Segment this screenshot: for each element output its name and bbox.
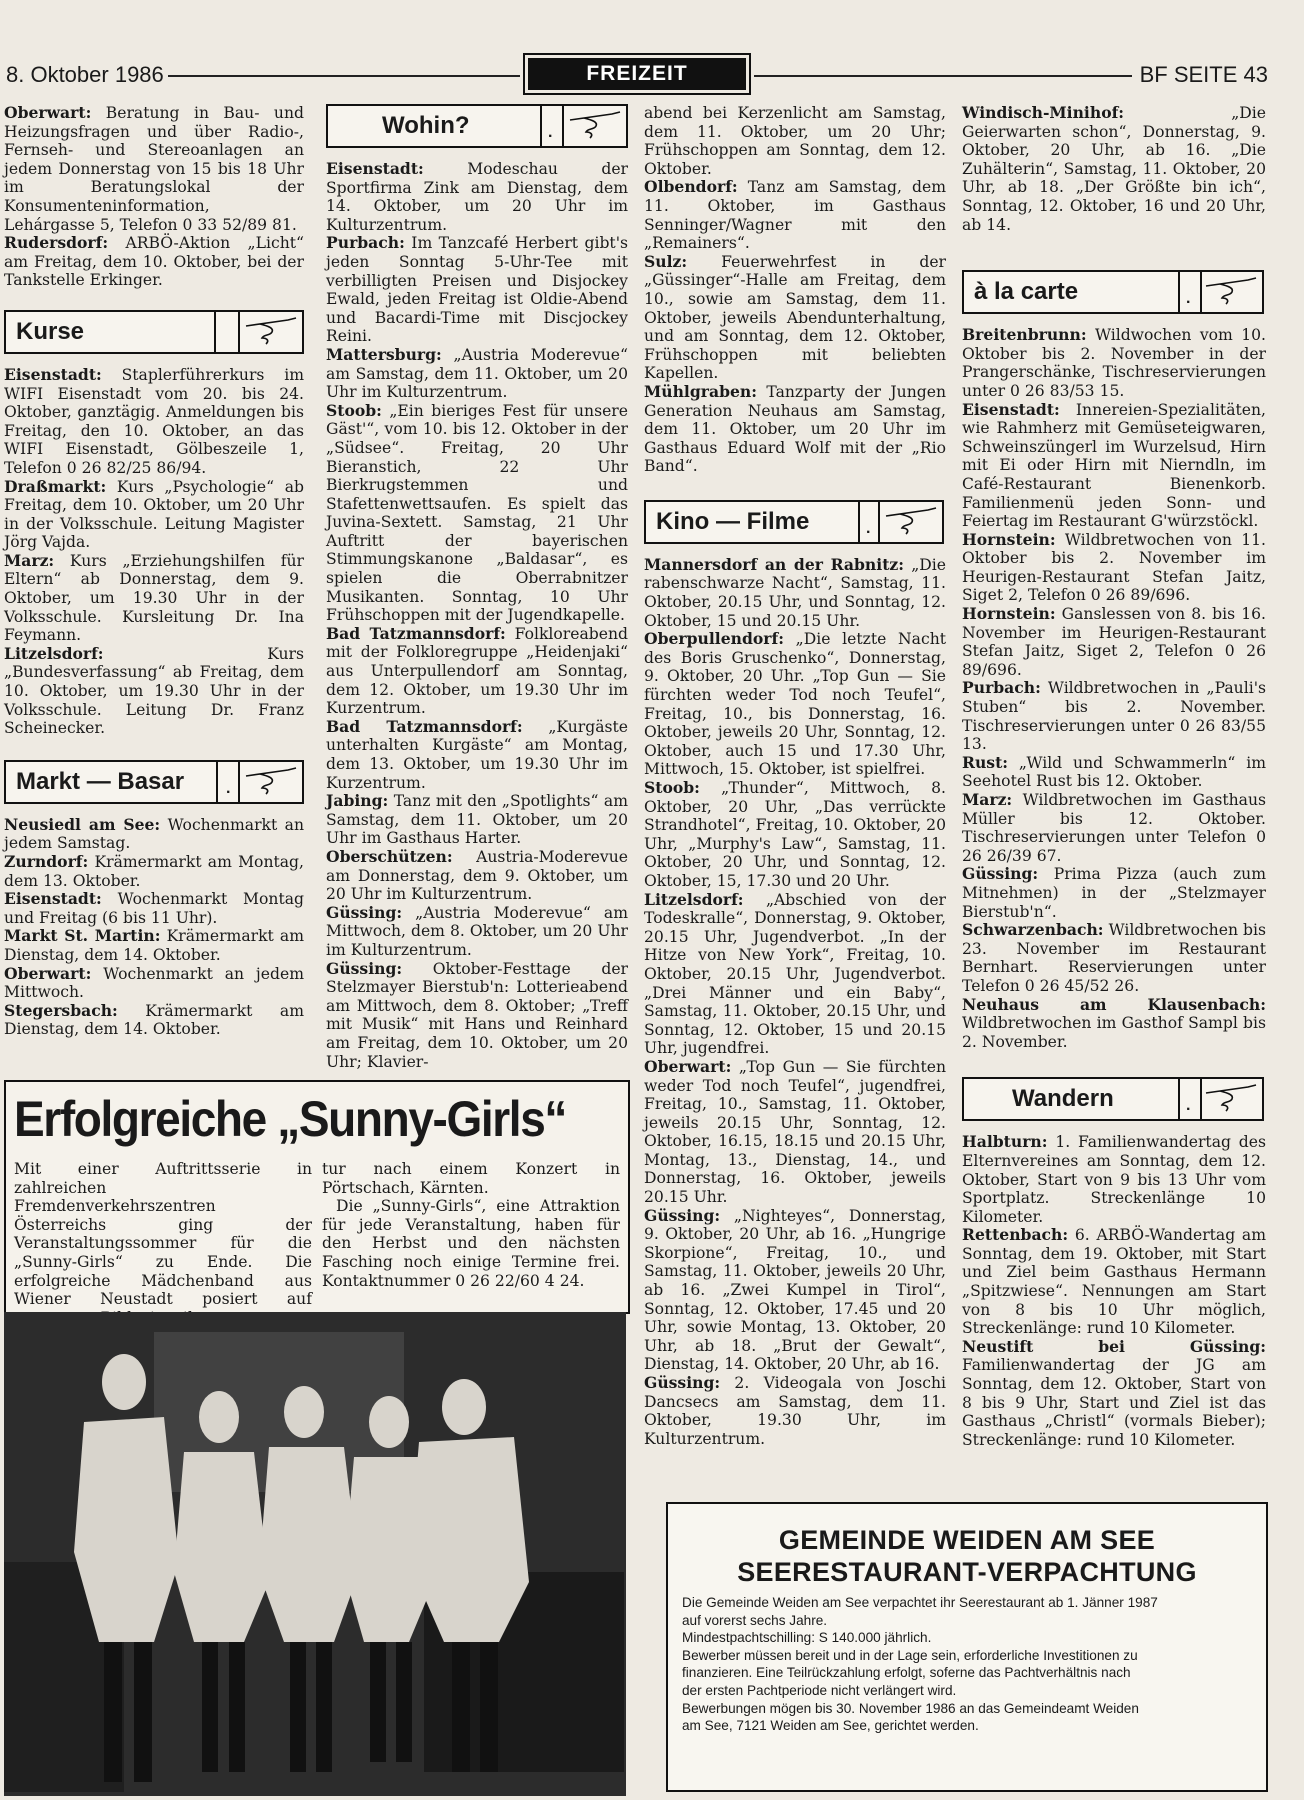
- pointing-hand-icon: [1204, 274, 1258, 308]
- article-headline: Erfolgreiche „Sunny-Girls“: [14, 1091, 567, 1147]
- item-text: „Wild und Schwammerln“ im Seehotel Rust bis 12. Oktober.: [962, 753, 1266, 791]
- list-item: [4, 816, 304, 853]
- wandern-heading-box: [962, 1077, 1264, 1121]
- place-name: Mattersburg:: [326, 344, 442, 364]
- header-rule-left: [168, 75, 520, 77]
- item-text: Wildwochen vom 10. Oktober bis 2. November in der Prangerschänke, Tischreservierungen unter 0 26 83/53 15.: [962, 326, 1266, 400]
- wandern-heading: Wandern: [1012, 1085, 1114, 1113]
- list-item: [644, 253, 946, 383]
- figure-leg: [396, 1642, 412, 1762]
- figure-leg: [202, 1642, 218, 1772]
- place-name: Sulz:: [644, 251, 688, 271]
- page-header: [0, 54, 1304, 100]
- item-text: Beratung in Bau- und Heizungsfragen und über Radio-, Fernseh- und Stereoanlagen an jedem Donnerstag von 15 bis 18 Uhr im Beratungslokal der Konsumenteninformation, Lehárgasse 5, Telefon 0 33 52/89 81.: [4, 104, 304, 234]
- list-item: [4, 1002, 304, 1039]
- heading-dot: .: [1186, 290, 1191, 308]
- item-text: „Die rabenschwarze Nacht“, Samstag, 11. Oktober, 20.15 Uhr, und Sonntag, 12. Oktober, 15 und 20.15 Uhr.: [644, 555, 946, 630]
- wohin-heading: Wohin?: [382, 112, 470, 139]
- ad-title-line: GEMEINDE WEIDEN AM SEE: [778, 1525, 1156, 1555]
- item-text: Wildbretwochen von 11. Oktober bis 2. November im Heurigen-Restaurant Stefan Jaitz, Siget 2, Telefon 0 26 89/696.: [962, 530, 1266, 605]
- list-item: [326, 402, 628, 625]
- kurse-heading: Kurse: [16, 317, 85, 345]
- figure-head: [369, 1396, 409, 1448]
- heading-divider: [858, 502, 860, 542]
- kino-heading: Kino — Filme: [656, 507, 810, 535]
- item-text: Tanz mit den „Spotlights“ am Samstag, dem 11. Oktober, um 20 Uhr im Gasthaus Harter.: [326, 792, 628, 848]
- pointing-hand-icon: [244, 314, 298, 348]
- list-item: [962, 401, 1266, 531]
- place-name: Güssing:: [326, 902, 403, 922]
- figure-head: [102, 1354, 146, 1410]
- heading-divider: [238, 762, 240, 802]
- band-photo: [4, 1312, 626, 1796]
- list-item: [962, 104, 1266, 234]
- place-name: Rust:: [962, 752, 1009, 772]
- ad-title-line: SEERESTAURANT-VERPACHTUNG: [737, 1557, 1197, 1587]
- heading-divider: [878, 502, 880, 542]
- item-text: Wildbretwochen in „Pauli's Stuben“ bis 2. November. Tischreservierungen unter 0 26 83/55 13.: [962, 679, 1266, 754]
- place-name: Oberwart:: [4, 103, 92, 122]
- lease-advertisement: [666, 1502, 1268, 1792]
- list-item: [4, 478, 304, 552]
- list-item: [326, 904, 628, 960]
- list-item: [962, 1338, 1266, 1450]
- list-item: [4, 366, 304, 478]
- list-item: [962, 679, 1266, 753]
- ad-line: der ersten Pachtperiode nicht verlängert wird.: [682, 1682, 957, 1698]
- item-text: Innereien-Spezialitäten, wie Rahmherz mit Gemüseteigwaren, Schweinszüngerl im Wurzelsud, Hirn mit Ei oder Hirn mit Nierndln, im Café-Restaurant Bienenkorb. Familienmenü jeden Sonn- und Feiertag im Restaurant G'würzstöckl.: [962, 400, 1266, 531]
- place-name: Hornstein:: [962, 604, 1056, 624]
- place-name: Breitenbrunn:: [962, 325, 1087, 345]
- list-item: [644, 104, 946, 178]
- place-name: Stoob:: [644, 778, 700, 797]
- place-name: Stoob:: [326, 400, 382, 420]
- list-item: [644, 556, 946, 630]
- place-name: Neuhaus am Klausenbach:: [962, 994, 1266, 1014]
- list-item: [326, 346, 628, 402]
- list-item: [644, 1374, 946, 1448]
- item-text: Wildbretwochen bis 23. November im Restaurant Bernhart. Reservierungen unter Telefon 0 26 45/52 26.: [962, 921, 1266, 995]
- list-item: [962, 791, 1266, 865]
- pointing-hand-icon: [568, 108, 622, 142]
- list-item: [644, 891, 946, 1058]
- place-name: Oberpullendorf:: [644, 629, 784, 649]
- events-tail-list: [962, 104, 1266, 234]
- place-name: Eisenstadt:: [4, 364, 102, 384]
- item-text: Feuerwehrfest in der „Güssinger“-Halle am Freitag, dem 10., sowie am Samstag, dem 11. Oktober, jeweils Abendunterhaltung, und am Sonntag, dem 12. Oktober, Frühschoppen mit beliebten Kapellen.: [644, 252, 946, 383]
- figure-leg: [480, 1642, 498, 1772]
- ad-line: Die Gemeinde Weiden am See verpachtet ihr Seerestaurant ab 1. Jänner 1987: [682, 1595, 1158, 1610]
- item-text: Kurs „Erziehungshilfen für Eltern“ ab Donnerstag, dem 9. Oktober, um 19.30 Uhr in der Volksschule. Kursleitung Dr. Ina Feymann.: [4, 551, 304, 645]
- place-name: Olbendorf:: [644, 177, 738, 197]
- place-name: Güssing:: [644, 1373, 721, 1392]
- list-item: [326, 960, 628, 1072]
- pointing-hand-icon: [244, 764, 298, 798]
- list-item: [644, 383, 946, 476]
- place-name: Marz:: [962, 790, 1013, 809]
- pointing-hand-icon: [1204, 1081, 1258, 1115]
- place-name: Eisenstadt:: [962, 399, 1060, 419]
- ad-line: Bewerbungen mögen bis 30. November 1986 an das Gemeindeamt Weiden: [682, 1700, 1139, 1716]
- place-name: Oberwart:: [644, 1056, 732, 1076]
- markt-heading-box: [4, 760, 304, 804]
- list-item: [962, 605, 1266, 679]
- list-item: [962, 1133, 1266, 1226]
- list-item: [4, 890, 304, 927]
- markt-list: [4, 816, 304, 1039]
- heading-divider: [214, 312, 216, 352]
- heading-dot: .: [548, 124, 553, 141]
- list-item: [644, 1058, 946, 1207]
- sunny-girls-article: [4, 1080, 630, 1314]
- place-name: Eisenstadt:: [4, 889, 102, 909]
- item-text: Wildbretwochen im Gasthof Sampl bis 2. November.: [962, 1014, 1266, 1051]
- place-name: Hornstein:: [962, 529, 1056, 549]
- item-text: Wochenmarkt an jedem Mittwoch.: [4, 964, 304, 1002]
- kino-list: [644, 556, 946, 1449]
- item-text: Krämermarkt am Dienstag, dem 14. Oktober.: [4, 1001, 304, 1039]
- column-2: [326, 104, 628, 1071]
- wandern-list: [962, 1133, 1266, 1449]
- heading-divider: [1178, 272, 1180, 312]
- item-text: Familienwandertag der JG am Sonntag, dem 12. Oktober, Start von 8 bis 9 Uhr, Start und Ziel ist das Gasthaus „Christl“ (vormals Bieber); Streckenlänge: rund 10 Kilometer.: [962, 1356, 1266, 1449]
- list-item: [644, 630, 946, 779]
- place-name: Bad Tatzmannsdorf:: [326, 623, 506, 643]
- place-name: Purbach:: [326, 233, 405, 253]
- markt-heading: Markt — Basar: [16, 767, 185, 795]
- figure-body: [74, 1417, 179, 1642]
- list-item: [4, 234, 304, 290]
- item-text: ARBÖ-Aktion „Licht“ am Freitag, dem 10. Oktober, bei der Tankstelle Erkinger.: [4, 234, 304, 290]
- item-text: Wildbretwochen im Gasthaus Müller bis 12. Oktober. Tischreservierungen unter Telefon 0 26 26/39 67.: [962, 791, 1266, 865]
- place-name: Güssing:: [644, 1205, 721, 1225]
- wohin-heading-box: [326, 104, 628, 148]
- item-text: Wochenmarkt an jedem Samstag.: [4, 815, 304, 853]
- place-name: Rettenbach:: [962, 1225, 1069, 1245]
- ad-title: [668, 1524, 1266, 1588]
- item-text: „Abschied von der Todeskralle“, Donnerstag, 9. Oktober, 20.15 Uhr, Jugendverbot. „In der Hitze von New York“, Freitag, 10. Oktober, 20.15 Uhr, Jugendverbot. „Drei Männer und ein Baby“, Samstag, 11. Oktober, 20.15 Uhr, und Sonntag, 12. Oktober, 15 und 20.15 Uhr, jugendfrei.: [644, 890, 946, 1058]
- header-rule-right: [754, 75, 1132, 77]
- item-text: Ganslessen von 8. bis 16. November im Heurigen-Restaurant Stefan Jaitz, Siget 2, Telefon 0 26 89/696.: [962, 605, 1266, 679]
- intro-list: [4, 104, 304, 290]
- kurse-heading-box: [4, 310, 304, 354]
- item-text: „Ein bieriges Fest für unsere Gäst'“, vom 10. bis 12. Oktober in der „Südsee“. Freitag, 20 Uhr Bieranstich, 22 Uhr Bierkrugstemmen und Stafettenwettsaufen. Es spielt das Juvina-Sextett. Samstag, 21 Uhr Auftritt der bayerischen Stimmungskanone „Baldasar“, es spielen die Oberrabnitzer Musikanten. Sonntag, 10 Uhr Frühschoppen mit der Jugendkapelle.: [326, 401, 628, 625]
- list-item: [326, 625, 628, 718]
- item-text: Austria-Moderevue am Donnerstag, dem 9. Oktober, um 20 Uhr im Kulturzentrum.: [326, 847, 628, 904]
- figure-body: [259, 1447, 359, 1642]
- place-name: Mühlgraben:: [644, 381, 758, 401]
- figure-leg: [104, 1642, 122, 1782]
- heading-divider: [216, 762, 218, 802]
- item-text: „Nighteyes“, Donnerstag, 9. Oktober, 20 Uhr, ab 16. „Hungrige Skorpione“, Freitag, 10., und Samstag, 11. Oktober, jeweils 20 Uhr, ab 16. „Zwei Kumpel in Tirol“, Sonntag, 12. Oktober, 17.45 und 20 Uhr, sowie Montag, 13. Oktober, 20 Uhr, ab 18. „Brut der Gewalt“, Dienstag, 14. Oktober, 20 Uhr, ab 16.: [644, 1206, 946, 1374]
- item-text: „Austria Moderevue“ am Samstag, dem 11. Oktober, um 20 Uhr im Kulturzentrum.: [326, 345, 628, 402]
- issue-date: 8. Oktober 1986: [6, 62, 164, 87]
- ad-line: auf vorerst sechs Jahre.: [682, 1612, 828, 1628]
- list-item: [644, 1207, 946, 1374]
- ad-line: Bewerber müssen bereit und in der Lage sein, erforderliche Investitionen zu: [682, 1647, 1138, 1663]
- place-name: Jabing:: [326, 791, 389, 811]
- heading-divider: [562, 106, 564, 146]
- item-text: „Austria Moderevue“ am Mittwoch, dem 8. Oktober, um 20 Uhr im Kulturzentrum.: [326, 903, 628, 959]
- kino-heading-box: [644, 500, 944, 544]
- list-item: [4, 552, 304, 645]
- place-name: Güssing:: [326, 958, 403, 978]
- heading-dot: .: [226, 779, 231, 797]
- figure-leg: [370, 1642, 386, 1762]
- page-number: BF SEITE 43: [1139, 62, 1268, 87]
- place-name: Rudersdorf:: [4, 233, 109, 253]
- heading-divider: [1200, 272, 1202, 312]
- item-text: Krämermarkt am Montag, dem 13. Oktober.: [4, 853, 304, 890]
- column-1: [4, 104, 304, 1039]
- list-item: [962, 996, 1266, 1052]
- list-item: [326, 160, 628, 234]
- pointing-hand-icon: [884, 504, 938, 538]
- carte-heading-box: [962, 270, 1264, 314]
- place-name: Oberschützen:: [326, 846, 453, 866]
- place-name: Markt St. Martin:: [4, 926, 161, 946]
- place-name: Güssing:: [962, 864, 1039, 884]
- heading-divider: [540, 106, 542, 146]
- place-name: Litzelsdorf:: [4, 643, 104, 663]
- carte-heading: à la carte: [974, 278, 1079, 306]
- column-3: [644, 104, 946, 1448]
- item-text: „Kurgäste unterhalten Kurgäste“ am Montag, dem 13. Oktober, um 19.30 Uhr im Kurzentrum.: [326, 717, 628, 792]
- list-item: [644, 779, 946, 891]
- heading-divider: [1200, 1079, 1202, 1119]
- list-item: [962, 1226, 1266, 1338]
- item-text: Tanz am Samstag, dem 11. Oktober, im Gasthaus Senninger/Wagner mit den „Remainers“.: [644, 178, 946, 253]
- place-name: Zurndorf:: [4, 852, 89, 871]
- figure-leg: [229, 1642, 245, 1772]
- item-text: 6. ARBÖ-Wandertag am Sonntag, dem 19. Oktober, mit Start und Ziel beim Gasthaus Hermann „Spitzwiese“. Nennungen am Start von 8 bis 10 Uhr möglich, Streckenlänge: rund 10 Kilometer.: [962, 1226, 1266, 1338]
- figure-leg: [452, 1642, 470, 1772]
- figure-body: [174, 1452, 269, 1642]
- list-item: [4, 104, 304, 234]
- article-text-right: [322, 1160, 620, 1290]
- place-name: Schwarzenbach:: [962, 920, 1104, 940]
- figure-leg: [316, 1642, 332, 1772]
- place-name: Marz:: [4, 550, 55, 570]
- place-name: Oberwart:: [4, 963, 92, 983]
- article-paragraph: Die „Sunny-Girls“, eine Attraktion für jede Veranstaltung, haben für den Herbst und den nächsten Fasching noch einige Termine frei. Kontaktnummer 0 26 22/60 4 24.: [322, 1197, 620, 1290]
- heading-divider: [238, 312, 240, 352]
- list-item: [4, 927, 304, 964]
- ad-line: finanzieren. Eine Teilrückzahlung erfolgt, soferne das Pachtverhältnis nach: [682, 1665, 1131, 1681]
- place-name: Stegersbach:: [4, 1000, 118, 1020]
- section-badge: FREIZEIT: [528, 58, 746, 90]
- item-text: „Thunder“, Mittwoch, 8. Oktober, 20 Uhr, „Das verrückte Strandhotel“, Freitag, 10. Oktober, 20 Uhr, „Murphy's Law“, Samstag, 11. Oktober, 20 Uhr, und Sonntag, 12. Oktober, 15, 17.30 und 20 Uhr.: [644, 779, 946, 890]
- figure-head: [199, 1391, 239, 1443]
- list-item: [962, 921, 1266, 995]
- heading-dot: .: [1186, 1097, 1191, 1115]
- list-item: [326, 792, 628, 848]
- item-text: 1. Familienwandertag des Elternvereines am Sonntag, dem 12. Oktober, Start von 9 bis 13 Uhr vom Sportplatz. Streckenlänge 10 Kilometer.: [962, 1133, 1266, 1226]
- item-text: 2. Videogala von Joschi Dancsecs am Samstag, dem 11. Oktober, 19.30 Uhr, im Kulturzentrum.: [644, 1374, 946, 1448]
- place-name: Neusiedl am See:: [4, 814, 161, 834]
- item-text: Kurs „Psychologie“ ab Freitag, dem 10. Oktober, um 20 Uhr in der Volksschule. Leitung Magister Jörg Vajda.: [4, 477, 304, 552]
- place-name: Halbturn:: [962, 1132, 1048, 1152]
- item-text: Tanzparty der Jungen Generation Neuhaus am Samstag, dem 11. Oktober, um 20 Uhr im Gasthaus Eduard Wolf mit der „Rio Band“.: [644, 382, 946, 476]
- place-name: Bad Tatzmannsdorf:: [326, 716, 523, 736]
- place-name: Windisch-Minihof:: [962, 103, 1125, 122]
- figure-leg: [134, 1642, 152, 1782]
- events-continued-list: [644, 104, 946, 476]
- place-name: Neustift bei Güssing:: [962, 1336, 1266, 1356]
- carte-list: [962, 326, 1266, 1051]
- item-text: Prima Pizza (auch zum Mitnehmen) in der „Stelzmayer Bierstub'n“.: [962, 865, 1266, 921]
- wohin-list: [326, 160, 628, 1071]
- place-name: Mannersdorf an der Rabnitz:: [644, 554, 905, 574]
- ad-body: [682, 1594, 1254, 1735]
- item-text: Im Tanzcafé Herbert gibt's jeden Sonntag 5-Uhr-Tee mit verbilligten Preisen und Disjockey Ewald, jeden Freitag ist Oldie-Abend und Bacardi-Time mit Discjockey Reini.: [326, 234, 628, 346]
- item-text: Wochenmarkt Montag und Freitag (6 bis 11 Uhr).: [4, 890, 304, 927]
- list-item: [326, 234, 628, 346]
- list-item: [4, 965, 304, 1002]
- list-item: [962, 326, 1266, 400]
- item-text: „Top Gun — Sie fürchten weder Tod noch Teufel“, jugendfrei, Freitag, 10., Samstag, 11. Oktober, jeweils 20.15 Uhr, Sonntag, 12. Oktober, 16.15, 18.15 und 20.15 Uhr, Montag, 13., Dienstag, 14., und Donnerstag, 16. Oktober, jeweils 20.15 Uhr.: [644, 1057, 946, 1207]
- list-item: [644, 178, 946, 252]
- figure-leg: [290, 1642, 306, 1772]
- item-text: abend bei Kerzenlicht am Samstag, dem 11. Oktober, um 20 Uhr; Frühschoppen am Sonntag, dem 12. Oktober.: [644, 104, 946, 178]
- item-text: Krämermarkt am Dienstag, dem 14. Oktober.: [4, 927, 305, 964]
- article-text-left: Mit einer Auftrittsserie in zahlreichen Fremdenverkehrszentren Österreichs ging der Veranstaltungssommer für die „Sunny-Girls“ zu Ende. Die erfolgreiche Mädchenband aus Wiener Neustadt posiert auf: [14, 1160, 312, 1309]
- heading-divider: [1178, 1079, 1180, 1119]
- place-name: Draßmarkt:: [4, 476, 107, 496]
- place-name: Eisenstadt:: [326, 159, 424, 178]
- list-item: [4, 645, 304, 738]
- place-name: Litzelsdorf:: [644, 889, 744, 909]
- place-name: Purbach:: [962, 678, 1041, 698]
- heading-dot: .: [866, 519, 871, 537]
- list-item: [962, 531, 1266, 605]
- article-paragraph: tur nach einem Konzert in Pörtschach, Kärnten.: [322, 1160, 620, 1197]
- ad-line: Mindestpachtschilling: S 140.000 jährlich.: [682, 1630, 932, 1646]
- item-text: „Die letzte Nacht des Boris Gruschenko“, Donnerstag, 9. Oktober, 20 Uhr. „Top Gun — Sie fürchten weder Tod noch Teufel“, Freitag, 10., bis Donnerstag, 16. Oktober, jeweils 20 Uhr, Sonntag, 12. Oktober, auch 15 und 17.30 Uhr, Mittwoch, 15. Oktober, ist spielfrei.: [644, 630, 946, 779]
- item-text: Oktober-Festtage der Stelzmayer Bierstub'n: Lotterieabend am Mittwoch, dem 8. Oktober; „Treff mit Musik“ mit Hans und Reinhard am Freitag, dem 10. Oktober, um 20 Uhr; Klavier-: [326, 959, 628, 1071]
- item-text: Kurs „Bundesverfassung“ ab Freitag, dem 10. Oktober, um 19.30 Uhr in der Volksschule. Leitung Dr. Franz Scheinecker.: [4, 644, 304, 738]
- item-text: Staplerführerkurs im WIFI Eisenstadt vom 20. bis 24. Oktober, ganztägig. Anmeldungen bis Freitag, den 10. Oktober, an das WIFI Eisenstadt, Gölbeszeile 1, Telefon 0 26 82/25 86/94.: [4, 365, 304, 477]
- figure-head: [284, 1386, 324, 1438]
- item-text: „Die Geierwarten schon“, Donnerstag, 9. Oktober, 20 Uhr, ab 16. „Die Zuhälterin“, Samstag, 11. Oktober, 20 Uhr, ab 18. „Der Größte bin ich“, Sonntag, 12. Oktober, 16 und 20 Uhr, ab 14.: [962, 104, 1266, 234]
- ad-line: am See, 7121 Weiden am See, gerichtet werden.: [682, 1718, 979, 1734]
- column-4: [962, 104, 1266, 1449]
- kurse-list: [4, 366, 304, 738]
- list-item: [326, 718, 628, 792]
- figure-head: [442, 1379, 486, 1435]
- item-text: Modeschau der Sportfirma Zink am Dienstag, dem 14. Oktober, um 20 Uhr im Kulturzentrum.: [326, 160, 628, 234]
- list-item: [326, 848, 628, 904]
- list-item: [4, 853, 304, 890]
- photo-figures: [74, 1354, 529, 1642]
- item-text: Folkloreabend mit der Folkloregruppe „Heidenjaki“ aus Unterpullendorf am Sonntag, dem 12. Oktober, um 19.30 Uhr im Kurzentrum.: [326, 624, 628, 718]
- list-item: [962, 865, 1266, 921]
- list-item: [962, 754, 1266, 791]
